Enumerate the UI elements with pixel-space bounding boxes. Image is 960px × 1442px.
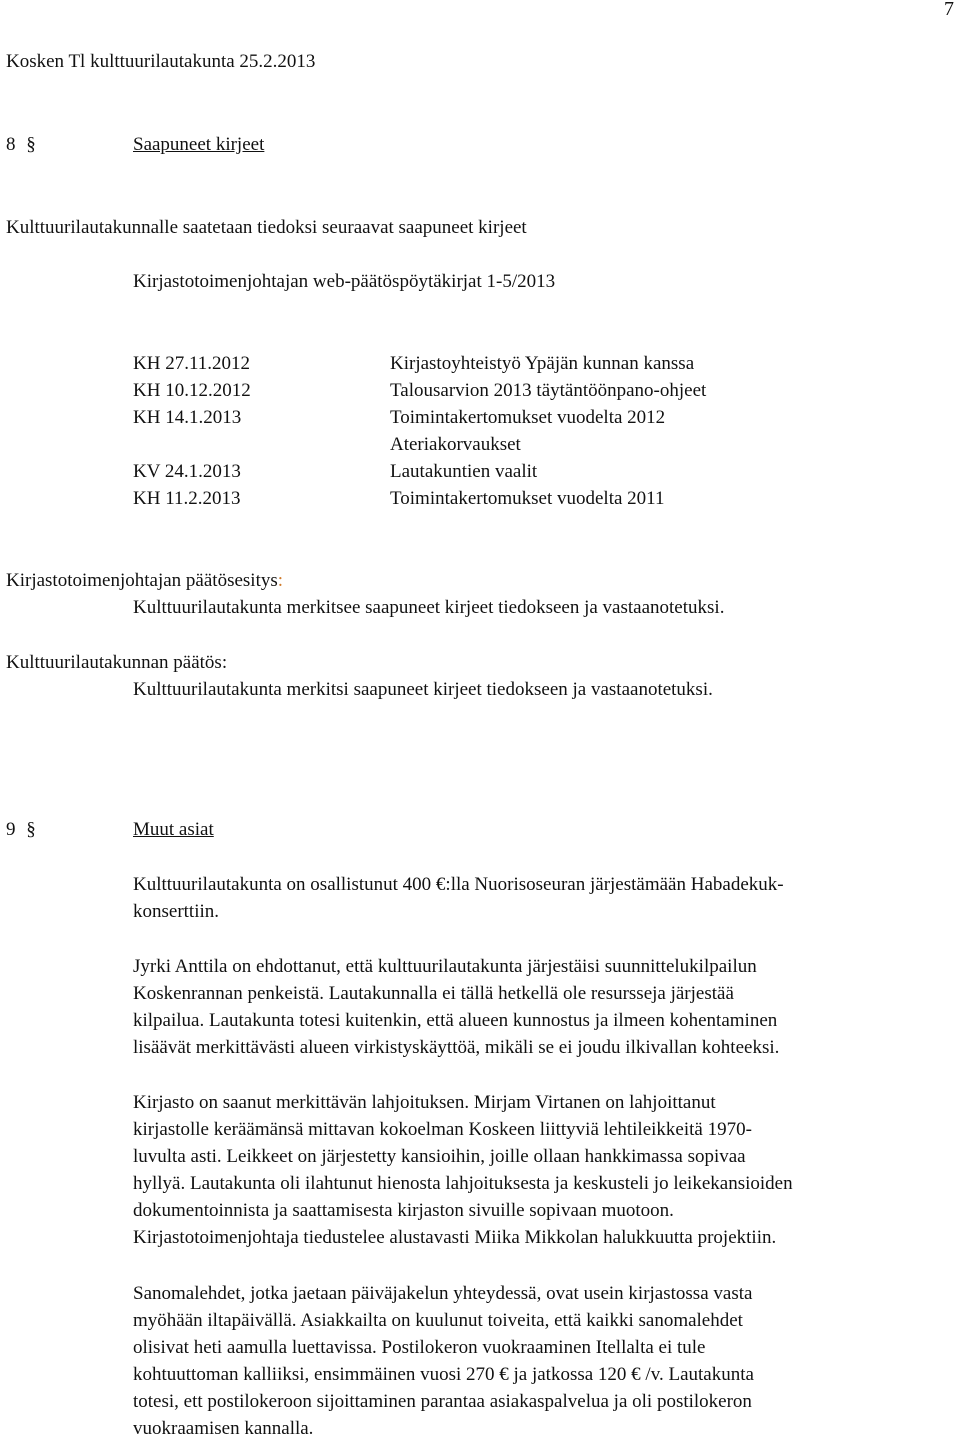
paragraph — [133, 953, 955, 1061]
paragraph-line: luvulta asti. Leikkeet on järjestetty kansioihin, joille ollaan hankkimassa sopivaa — [133, 1146, 746, 1167]
decision-label: Kulttuurilautakunnan päätös: — [6, 652, 228, 673]
paragraph-line: olisivat heti aamulla luettavissa. Postilokeron vuokraaminen Itellalta ei tule — [133, 1337, 706, 1358]
section-8-subheading: Kirjastotoimenjohtajan web-päätöspöytäkirjat 1-5/2013 — [133, 271, 556, 292]
section-8-title: Saapuneet kirjeet — [133, 134, 265, 155]
document-header: Kosken Tl kulttuurilautakunta 25.2.2013 — [6, 51, 316, 72]
paragraph-line: kilpailua. Lautakunta totesi kuitenkin, että alueen kunnostus ja ilmeen kohentaminen — [133, 1010, 778, 1031]
paragraph-line: myöhään iltapäivällä. Asiakkailta on kuulunut toiveita, että kaikki sanomalehdet — [133, 1310, 743, 1331]
paragraph-line: dokumentoinnista ja saattamisesta kirjaston sivuille sopivaan muotoon. — [133, 1200, 674, 1221]
section-symbol: § — [26, 134, 36, 155]
decision-text: Kulttuurilautakunta merkitsi saapuneet kirjeet tiedokseen ja vastaanotetuksi. — [133, 679, 713, 700]
paragraph-line: Kirjastotoimenjohtaja tiedustelee alustavasti Miika Mikkolan halukkuutta projektiin. — [133, 1227, 777, 1248]
letter-date: KH 27.11.2012 — [133, 353, 250, 374]
letter-description: Toimintakertomukset vuodelta 2011 — [390, 488, 665, 509]
paragraph-line: lisäävät merkittävästi alueen virkistyskäyttöä, mikäli se ei joudu ilkivallan kohteeksi. — [133, 1037, 780, 1058]
paragraph-line: Koskenrannan penkeistä. Lautakunnalla ei tällä hetkellä ole resursseja järjestää — [133, 983, 734, 1004]
letter-description: Toimintakertomukset vuodelta 2012 — [390, 407, 666, 428]
section-8-number: 8 — [6, 134, 16, 155]
letter-description: Kirjastoyhteistyö Ypäjän kunnan kanssa — [390, 353, 695, 374]
letter-date: KH 11.2.2013 — [133, 488, 241, 509]
section-9-title: Muut asiat — [133, 819, 214, 840]
paragraph — [133, 871, 955, 925]
paragraph-line: hyllyä. Lautakunta oli ilahtunut hienosta lahjoituksesta ja keskusteli jo leikekansioiden — [133, 1173, 793, 1194]
paragraph-line: kohtuuttoman kalliiksi, ensimmäinen vuosi 270 € ja jatkossa 120 € /v. Lautakunta — [133, 1364, 754, 1385]
letter-description: Talousarvion 2013 täytäntöönpano-ohjeet — [390, 380, 707, 401]
letter-description: Lautakuntien vaalit — [390, 461, 538, 482]
page-number: 7 — [944, 0, 954, 20]
letter-description: Ateriakorvaukset — [390, 434, 521, 455]
paragraph-line: kirjastolle keräämänsä mittavan kokoelman Koskeen liittyviä lehtileikkeitä 1970- — [133, 1119, 752, 1140]
section-symbol: § — [26, 819, 36, 840]
paragraph-line: Kirjasto on saanut merkittävän lahjoituksen. Mirjam Virtanen on lahjoittanut — [133, 1092, 716, 1113]
proposal-label: Kirjastotoimenjohtajan päätösesitys: — [6, 570, 284, 591]
letter-date: KH 10.12.2012 — [133, 380, 251, 401]
paragraph — [133, 1280, 955, 1442]
paragraph-line: Kulttuurilautakunta on osallistunut 400 €:lla Nuorisoseuran järjestämään Habadekuk- — [133, 874, 784, 895]
section-8-intro: Kulttuurilautakunnalle saatetaan tiedoksi seuraavat saapuneet kirjeet — [6, 217, 527, 238]
section-8-heading — [6, 131, 36, 158]
section-9-heading — [6, 816, 36, 843]
paragraph-line: vuokraamisen kannalla. — [133, 1418, 314, 1439]
section-9-number: 9 — [6, 819, 16, 840]
paragraph-line: Sanomalehdet, jotka jaetaan päiväjakelun yhteydessä, ovat usein kirjastossa vasta — [133, 1283, 753, 1304]
paragraph-line: totesi, ett postilokeroon sijoittaminen parantaa asiakaspalvelua ja oli postilokeron — [133, 1391, 752, 1412]
letter-date: KV 24.1.2013 — [133, 461, 241, 482]
proposal-text: Kulttuurilautakunta merkitsee saapuneet kirjeet tiedokseen ja vastaanotetuksi. — [133, 597, 725, 618]
paragraph — [133, 1089, 955, 1251]
paragraph-line: konserttiin. — [133, 901, 220, 922]
letter-date: KH 14.1.2013 — [133, 407, 242, 428]
paragraph-line: Jyrki Anttila on ehdottanut, että kulttuurilautakunta järjestäisi suunnittelukilpailun — [133, 956, 757, 977]
